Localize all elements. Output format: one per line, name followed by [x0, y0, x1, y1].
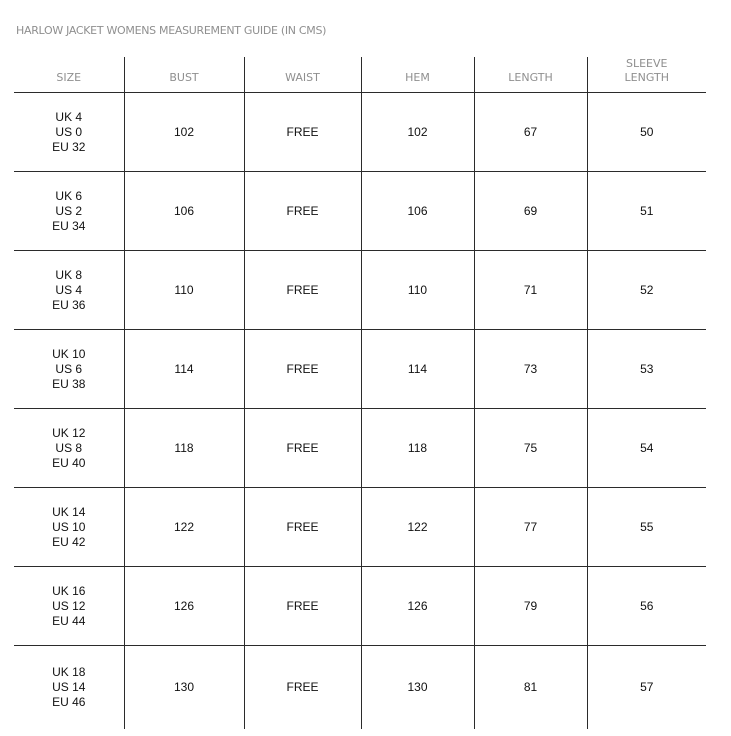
sleeve-cell: 52	[587, 251, 706, 330]
sleeve-cell: 50	[587, 93, 706, 172]
hem-cell: 122	[361, 488, 474, 567]
table-row	[14, 488, 706, 567]
bust-cell: 106	[124, 172, 244, 251]
size-label: UK 12	[52, 425, 86, 440]
sleeve-cell: 56	[587, 567, 706, 646]
sleeve-cell: 53	[587, 330, 706, 409]
size-label: EU 34	[52, 218, 86, 233]
size-label: US 12	[52, 598, 86, 613]
size-label: US 8	[55, 440, 83, 455]
length-cell: 71	[474, 251, 587, 330]
size-label: US 0	[55, 124, 83, 139]
size-cell	[14, 172, 124, 251]
size-label: EU 40	[52, 455, 86, 470]
hem-cell: 102	[361, 93, 474, 172]
size-label: UK 18	[52, 665, 86, 679]
column-header-size: SIZE	[14, 57, 124, 93]
table-row	[14, 567, 706, 646]
column-header-hem: HEM	[361, 57, 474, 93]
size-label: US 10	[52, 519, 86, 534]
size-label: US 14	[52, 680, 86, 694]
size-label: EU 32	[52, 139, 86, 154]
page-title: HARLOW JACKET WOMENS MEASUREMENT GUIDE (IN CMS)	[16, 24, 327, 37]
size-label: UK 10	[52, 346, 86, 361]
size-label: UK 8	[55, 267, 83, 282]
length-cell: 79	[474, 567, 587, 646]
measurement-table	[14, 57, 706, 729]
bust-cell: 110	[124, 251, 244, 330]
hem-cell: 114	[361, 330, 474, 409]
waist-cell: FREE	[244, 567, 361, 646]
length-cell: 75	[474, 409, 587, 488]
size-label: UK 14	[52, 504, 86, 519]
column-header-bust: BUST	[124, 57, 244, 93]
bust-cell: 122	[124, 488, 244, 567]
column-header-waist: WAIST	[244, 57, 361, 93]
sleeve-cell: 54	[587, 409, 706, 488]
waist-cell: FREE	[244, 172, 361, 251]
length-cell: 81	[474, 646, 587, 730]
waist-cell: FREE	[244, 646, 361, 730]
waist-cell: FREE	[244, 93, 361, 172]
size-cell	[14, 251, 124, 330]
waist-cell: FREE	[244, 409, 361, 488]
length-cell: 67	[474, 93, 587, 172]
size-label: EU 46	[52, 695, 86, 709]
length-cell: 69	[474, 172, 587, 251]
bust-cell: 130	[124, 646, 244, 730]
waist-cell: FREE	[244, 251, 361, 330]
sleeve-cell: 51	[587, 172, 706, 251]
size-cell	[14, 488, 124, 567]
hem-cell: 126	[361, 567, 474, 646]
sleeve-cell: 55	[587, 488, 706, 567]
column-header-sleeve-length: SLEEVE LENGTH	[587, 57, 706, 93]
size-cell	[14, 93, 124, 172]
waist-cell: FREE	[244, 488, 361, 567]
bust-cell: 118	[124, 409, 244, 488]
hem-cell: 110	[361, 251, 474, 330]
bust-cell: 114	[124, 330, 244, 409]
size-label: EU 36	[52, 297, 86, 312]
size-cell	[14, 646, 124, 730]
size-cell	[14, 409, 124, 488]
bust-cell: 102	[124, 93, 244, 172]
table-row	[14, 646, 706, 730]
length-cell: 73	[474, 330, 587, 409]
size-label: US 4	[55, 282, 83, 297]
column-header-length: LENGTH	[474, 57, 587, 93]
size-label: UK 6	[55, 188, 83, 203]
table-header-row	[14, 57, 706, 93]
sleeve-cell: 57	[587, 646, 706, 730]
table-body	[14, 93, 706, 730]
waist-cell: FREE	[244, 330, 361, 409]
table-row	[14, 172, 706, 251]
size-label: EU 42	[52, 534, 86, 549]
size-label: US 2	[55, 203, 83, 218]
table-row	[14, 251, 706, 330]
hem-cell: 130	[361, 646, 474, 730]
hem-cell: 118	[361, 409, 474, 488]
table-row	[14, 330, 706, 409]
size-cell	[14, 330, 124, 409]
hem-cell: 106	[361, 172, 474, 251]
table-row	[14, 93, 706, 172]
length-cell: 77	[474, 488, 587, 567]
size-label: UK 16	[52, 583, 86, 598]
bust-cell: 126	[124, 567, 244, 646]
table-row	[14, 409, 706, 488]
size-label: US 6	[55, 361, 83, 376]
size-cell	[14, 567, 124, 646]
size-label: UK 4	[55, 109, 83, 124]
size-label: EU 44	[52, 613, 86, 628]
size-label: EU 38	[52, 376, 86, 391]
